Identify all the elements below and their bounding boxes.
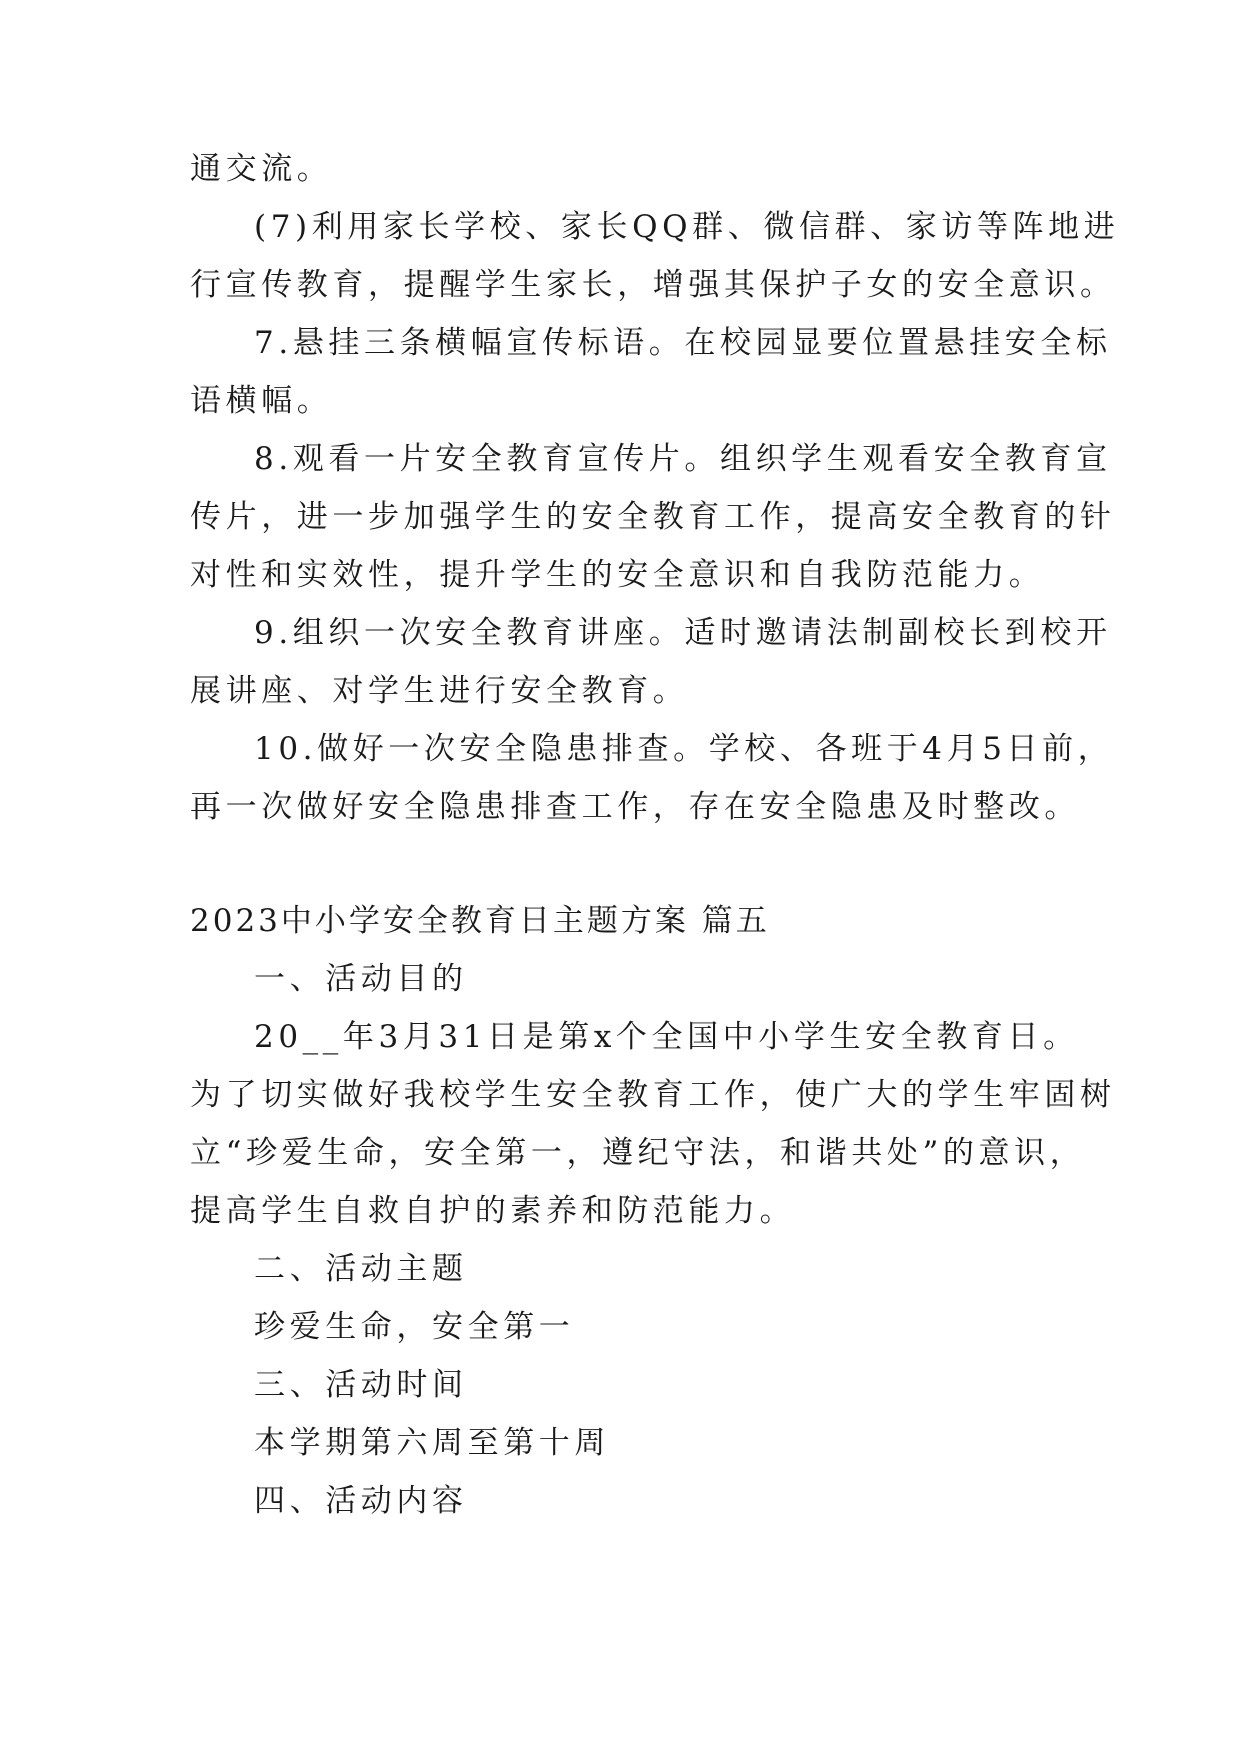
purpose-paragraph	[190, 1008, 1116, 1240]
content-heading: 四、活动内容	[254, 1483, 468, 1519]
time-text: 本学期第六周至第十周	[254, 1425, 610, 1461]
list-item-7	[190, 314, 1112, 430]
paragraph-line: 再一次做好安全隐患排查工作，存在安全隐患及时整改。	[190, 789, 1080, 825]
purpose-heading: 一、活动目的	[254, 961, 468, 997]
list-item-9	[190, 604, 1112, 720]
paragraph-line: 9.组织一次安全教育讲座。适时邀请法制副校长到校开	[254, 615, 1112, 651]
paragraph-line: 语横幅。	[190, 383, 333, 419]
list-item-7-parenthetical	[190, 198, 1120, 314]
paragraph-line: (7)利用家长学校、家长QQ群、微信群、家访等阵地进	[254, 209, 1120, 245]
list-item-10	[190, 720, 1114, 836]
paragraph-line: 立“珍爱生命，安全第一，遵纪守法，和谐共处”的意识，	[190, 1135, 1086, 1171]
paragraph-line: 对性和实效性，提升学生的安全意识和自我防范能力。	[190, 557, 1045, 593]
theme-text: 珍爱生命，安全第一	[254, 1309, 575, 1345]
paragraph-line: 20__年3月31日是第x个全国中小学生安全教育日。	[254, 1019, 1079, 1055]
paragraph-line: 行宣传教育，提醒学生家长，增强其保护子女的安全意识。	[190, 267, 1116, 303]
list-item-8	[190, 430, 1116, 604]
paragraph-line: 传片，进一步加强学生的安全教育工作，提高安全教育的针	[190, 499, 1116, 535]
paragraph-line: 为了切实做好我校学生安全教育工作，使广大的学生牢固树	[190, 1077, 1116, 1113]
paragraph-line: 10.做好一次安全隐患排查。学校、各班于4月5日前，	[254, 731, 1114, 767]
paragraph-line: 8.观看一片安全教育宣传片。组织学生观看安全教育宣	[254, 441, 1112, 477]
time-heading: 三、活动时间	[254, 1367, 468, 1403]
section-title: 2023中小学安全教育日主题方案 篇五	[190, 903, 770, 939]
document-page	[190, 140, 1120, 1530]
paragraph-line: 提高学生自救自护的素养和防范能力。	[190, 1193, 796, 1229]
theme-heading: 二、活动主题	[254, 1251, 468, 1287]
continuation-line: 通交流。	[190, 151, 333, 187]
paragraph-line: 7.悬挂三条横幅宣传标语。在校园显要位置悬挂安全标	[254, 325, 1112, 361]
paragraph-line: 展讲座、对学生进行安全教育。	[190, 673, 689, 709]
